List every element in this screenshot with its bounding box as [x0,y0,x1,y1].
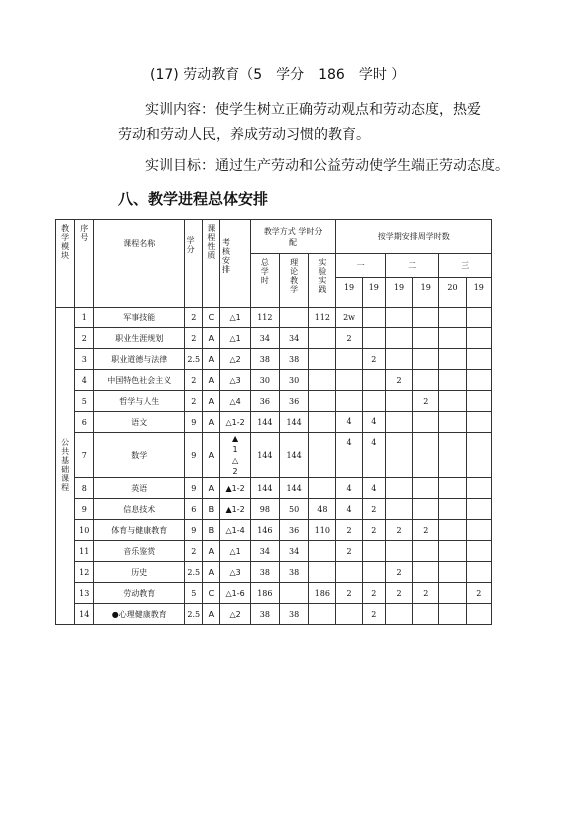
semester-hours-cell: 2 [336,583,362,604]
semester-hours-cell: 2 [336,328,362,349]
header-total-hours: 总学时 [250,254,279,308]
semester-hours-cell [466,562,491,583]
table-row [56,583,492,604]
semester-hours-cell [362,562,385,583]
row-number: 6 [75,412,94,433]
header-seq: 序号 [75,220,94,308]
semester-hours-cell: 2 [413,391,439,412]
nature-cell: A [203,562,220,583]
nature-cell: A [203,478,220,499]
semester-hours-cell [385,412,412,433]
total-hours-cell: 38 [250,349,279,370]
row-number: 4 [75,370,94,391]
nature-cell: B [203,499,220,520]
practice-hours-cell: 112 [309,308,336,328]
semester-hours-cell [385,349,412,370]
exam-cell: ▲1-2 [220,478,250,499]
row-number: 1 [75,308,94,328]
table-row [56,499,492,520]
credit-cell: 5 [185,583,203,604]
practice-hours-cell [309,391,336,412]
header-year-2: 二 [385,254,438,278]
total-hours-cell: 34 [250,541,279,562]
nature-cell: A [203,328,220,349]
row-number: 14 [75,604,94,625]
course-name: 语文 [94,412,185,433]
semester-hours-cell: 4 [362,478,385,499]
semester-hours-cell [336,562,362,583]
header-week: 19 [385,278,412,308]
semester-hours-cell [385,391,412,412]
exam-cell: ▲1-2 [220,499,250,520]
exam-cell: △1 [220,308,250,328]
row-number: 3 [75,349,94,370]
theory-hours-cell: 144 [279,478,308,499]
semester-hours-cell [466,541,491,562]
semester-hours-cell [439,541,466,562]
total-hours-cell: 144 [250,412,279,433]
exam-cell: ▲ 1 △ 2 [220,433,250,478]
exam-cell: △4 [220,391,250,412]
credit-cell: 2.5 [185,562,203,583]
credit-cell: 2 [185,328,203,349]
semester-hours-cell [466,412,491,433]
theory-hours-cell: 36 [279,391,308,412]
exam-cell: △1 [220,328,250,349]
theory-hours-cell: 36 [279,520,308,541]
credit-cell: 2.5 [185,604,203,625]
practice-hours-cell [309,604,336,625]
semester-hours-cell [385,308,412,328]
total-hours-cell: 36 [250,391,279,412]
total-hours-cell: 38 [250,604,279,625]
table-row [56,541,492,562]
total-hours-cell: 146 [250,520,279,541]
row-number: 13 [75,583,94,604]
exam-cell: △3 [220,370,250,391]
semester-hours-cell [466,349,491,370]
module-cell: 公共基础课程 [56,308,75,625]
semester-hours-cell: 4 [336,412,362,433]
semester-hours-cell [466,520,491,541]
semester-hours-cell [439,499,466,520]
semester-hours-cell [466,328,491,349]
exam-cell: △2 [220,349,250,370]
table-row [56,328,492,349]
semester-hours-cell [336,370,362,391]
semester-hours-cell: 2 [466,583,491,604]
training-goal: 实训目标：通过生产劳动和公益劳动使学生端正劳动态度。 [145,158,509,174]
nature-cell: C [203,308,220,328]
semester-hours-cell [413,328,439,349]
table-row [56,391,492,412]
semester-hours-cell: 2 [362,349,385,370]
row-number: 11 [75,541,94,562]
theory-hours-cell: 30 [279,370,308,391]
semester-hours-cell: 2 [385,583,412,604]
semester-hours-cell [362,328,385,349]
row-number: 9 [75,499,94,520]
credit-cell: 2 [185,370,203,391]
header-exam: 考核安排 [220,220,250,308]
exam-cell: △1 [220,541,250,562]
total-hours-cell: 38 [250,562,279,583]
table-row [56,308,492,328]
theory-hours-cell: 38 [279,349,308,370]
semester-hours-cell [466,478,491,499]
semester-hours-cell: 4 [336,433,362,478]
semester-hours-cell: 2 [362,583,385,604]
course-name: ●心理健康教育 [94,604,185,625]
header-year-1: 一 [336,254,385,278]
semester-hours-cell [385,478,412,499]
practice-hours-cell: 186 [309,583,336,604]
header-semester-group: 按学期安排周学时数 [336,220,492,254]
semester-hours-cell: 4 [362,433,385,478]
exam-cell: △3 [220,562,250,583]
theory-hours-cell: 144 [279,433,308,478]
nature-cell: A [203,391,220,412]
table-row [56,433,492,478]
semester-hours-cell: 2 [362,520,385,541]
semester-hours-cell [439,308,466,328]
course-name: 哲学与人生 [94,391,185,412]
practice-hours-cell: 48 [309,499,336,520]
course-name: 体育与健康教育 [94,520,185,541]
semester-hours-cell [439,412,466,433]
semester-hours-cell [413,349,439,370]
table-row [56,349,492,370]
semester-hours-cell [362,391,385,412]
semester-hours-cell [466,308,491,328]
total-hours-cell: 144 [250,433,279,478]
practice-hours-cell [309,541,336,562]
course-name: 音乐鉴赏 [94,541,185,562]
theory-hours-cell: 38 [279,604,308,625]
credit-cell: 2.5 [185,349,203,370]
semester-hours-cell [439,520,466,541]
header-week: 20 [439,278,466,308]
table-row [56,562,492,583]
semester-hours-cell: 2 [362,604,385,625]
semester-hours-cell [385,433,412,478]
exam-cell: △1-6 [220,583,250,604]
semester-hours-cell [385,541,412,562]
semester-hours-cell: 2 [385,370,412,391]
header-practice: 实验实践 [309,254,336,308]
header-week: 19 [466,278,491,308]
semester-hours-cell: 2 [385,520,412,541]
practice-hours-cell [309,478,336,499]
total-hours-cell: 144 [250,478,279,499]
table-row [56,520,492,541]
theory-hours-cell: 38 [279,562,308,583]
semester-hours-cell: 4 [336,478,362,499]
semester-hours-cell [385,604,412,625]
semester-hours-cell: 2 [385,562,412,583]
semester-hours-cell [413,308,439,328]
theory-hours-cell: 144 [279,412,308,433]
course-name: 职业生涯规划 [94,328,185,349]
row-number: 8 [75,478,94,499]
teaching-schedule-table [55,219,492,625]
semester-hours-cell: 2 [336,520,362,541]
semester-hours-cell [413,562,439,583]
table-row [56,412,492,433]
header-week: 19 [413,278,439,308]
semester-hours-cell [439,349,466,370]
semester-hours-cell [413,370,439,391]
course-name: 军事技能 [94,308,185,328]
semester-hours-cell: 2 [413,583,439,604]
course-name: 信息技术 [94,499,185,520]
semester-hours-cell [439,562,466,583]
course-name: 中国特色社会主义 [94,370,185,391]
total-hours-cell: 112 [250,308,279,328]
nature-cell: A [203,370,220,391]
course-name: 历史 [94,562,185,583]
semester-hours-cell [385,499,412,520]
semester-hours-cell [413,478,439,499]
exam-cell: △1-2 [220,412,250,433]
row-number: 5 [75,391,94,412]
practice-hours-cell: 110 [309,520,336,541]
nature-cell: A [203,541,220,562]
credit-cell: 9 [185,520,203,541]
section-8-heading: 八、教学进程总体安排 [118,190,269,208]
semester-hours-cell [336,349,362,370]
theory-hours-cell: 34 [279,541,308,562]
row-number: 7 [75,433,94,478]
theory-hours-cell [279,583,308,604]
header-week: 19 [362,278,385,308]
total-hours-cell: 34 [250,328,279,349]
credit-cell: 2 [185,391,203,412]
table-row [56,604,492,625]
semester-hours-cell [336,604,362,625]
row-number: 2 [75,328,94,349]
semester-hours-cell: 4 [362,412,385,433]
semester-hours-cell: 2 [336,541,362,562]
header-course: 课程名称 [94,220,185,308]
semester-hours-cell [413,604,439,625]
semester-hours-cell [439,478,466,499]
nature-cell: A [203,349,220,370]
section-17-title: (17) 劳动教育（5 学分 186 学时 ） [150,67,406,83]
semester-hours-cell [413,499,439,520]
nature-cell: A [203,433,220,478]
nature-cell: A [203,604,220,625]
practice-hours-cell [309,433,336,478]
credit-cell: 2 [185,541,203,562]
header-hours-group: 教学方式 学时分配 [250,220,336,254]
semester-hours-cell [439,604,466,625]
semester-hours-cell [466,604,491,625]
semester-hours-cell [466,433,491,478]
header-week: 19 [336,278,362,308]
header-year-3: 三 [439,254,492,278]
header-nature: 课程性质 [203,220,220,308]
semester-hours-cell [362,308,385,328]
semester-hours-cell [439,433,466,478]
course-name: 劳动教育 [94,583,185,604]
table-row [56,370,492,391]
nature-cell: B [203,520,220,541]
credit-cell: 9 [185,478,203,499]
nature-cell: A [203,412,220,433]
semester-hours-cell [439,328,466,349]
semester-hours-cell [439,583,466,604]
practice-hours-cell [309,328,336,349]
total-hours-cell: 98 [250,499,279,520]
credit-cell: 9 [185,433,203,478]
total-hours-cell: 186 [250,583,279,604]
row-number: 10 [75,520,94,541]
theory-hours-cell [279,308,308,328]
semester-hours-cell [466,499,491,520]
credit-cell: 2 [185,308,203,328]
header-module: 教学模块 [56,220,75,308]
semester-hours-cell: 4 [336,499,362,520]
practice-hours-cell [309,349,336,370]
semester-hours-cell [413,412,439,433]
exam-cell: △2 [220,604,250,625]
header-credit: 学分 [185,220,203,308]
theory-hours-cell: 50 [279,499,308,520]
practice-hours-cell [309,370,336,391]
semester-hours-cell [336,391,362,412]
exam-cell: △1-4 [220,520,250,541]
semester-hours-cell [439,391,466,412]
credit-cell: 9 [185,412,203,433]
semester-hours-cell: 2 [413,520,439,541]
semester-hours-cell: 2 [362,499,385,520]
semester-hours-cell [362,541,385,562]
nature-cell: C [203,583,220,604]
semester-hours-cell [362,370,385,391]
training-content-line2: 劳动和劳动人民，养成劳动习惯的教育。 [118,127,370,143]
course-name: 英语 [94,478,185,499]
course-name: 职业道德与法律 [94,349,185,370]
theory-hours-cell: 34 [279,328,308,349]
semester-hours-cell [439,370,466,391]
semester-hours-cell [466,391,491,412]
semester-hours-cell [385,328,412,349]
header-theory: 理论教学 [279,254,308,308]
semester-hours-cell: 2w [336,308,362,328]
semester-hours-cell [466,370,491,391]
practice-hours-cell [309,412,336,433]
training-content-line1: 实训内容：使学生树立正确劳动观点和劳动态度，热爱 [145,102,481,118]
semester-hours-cell [413,433,439,478]
row-number: 12 [75,562,94,583]
practice-hours-cell [309,562,336,583]
course-name: 数学 [94,433,185,478]
credit-cell: 6 [185,499,203,520]
table-row [56,478,492,499]
total-hours-cell: 30 [250,370,279,391]
semester-hours-cell [413,541,439,562]
